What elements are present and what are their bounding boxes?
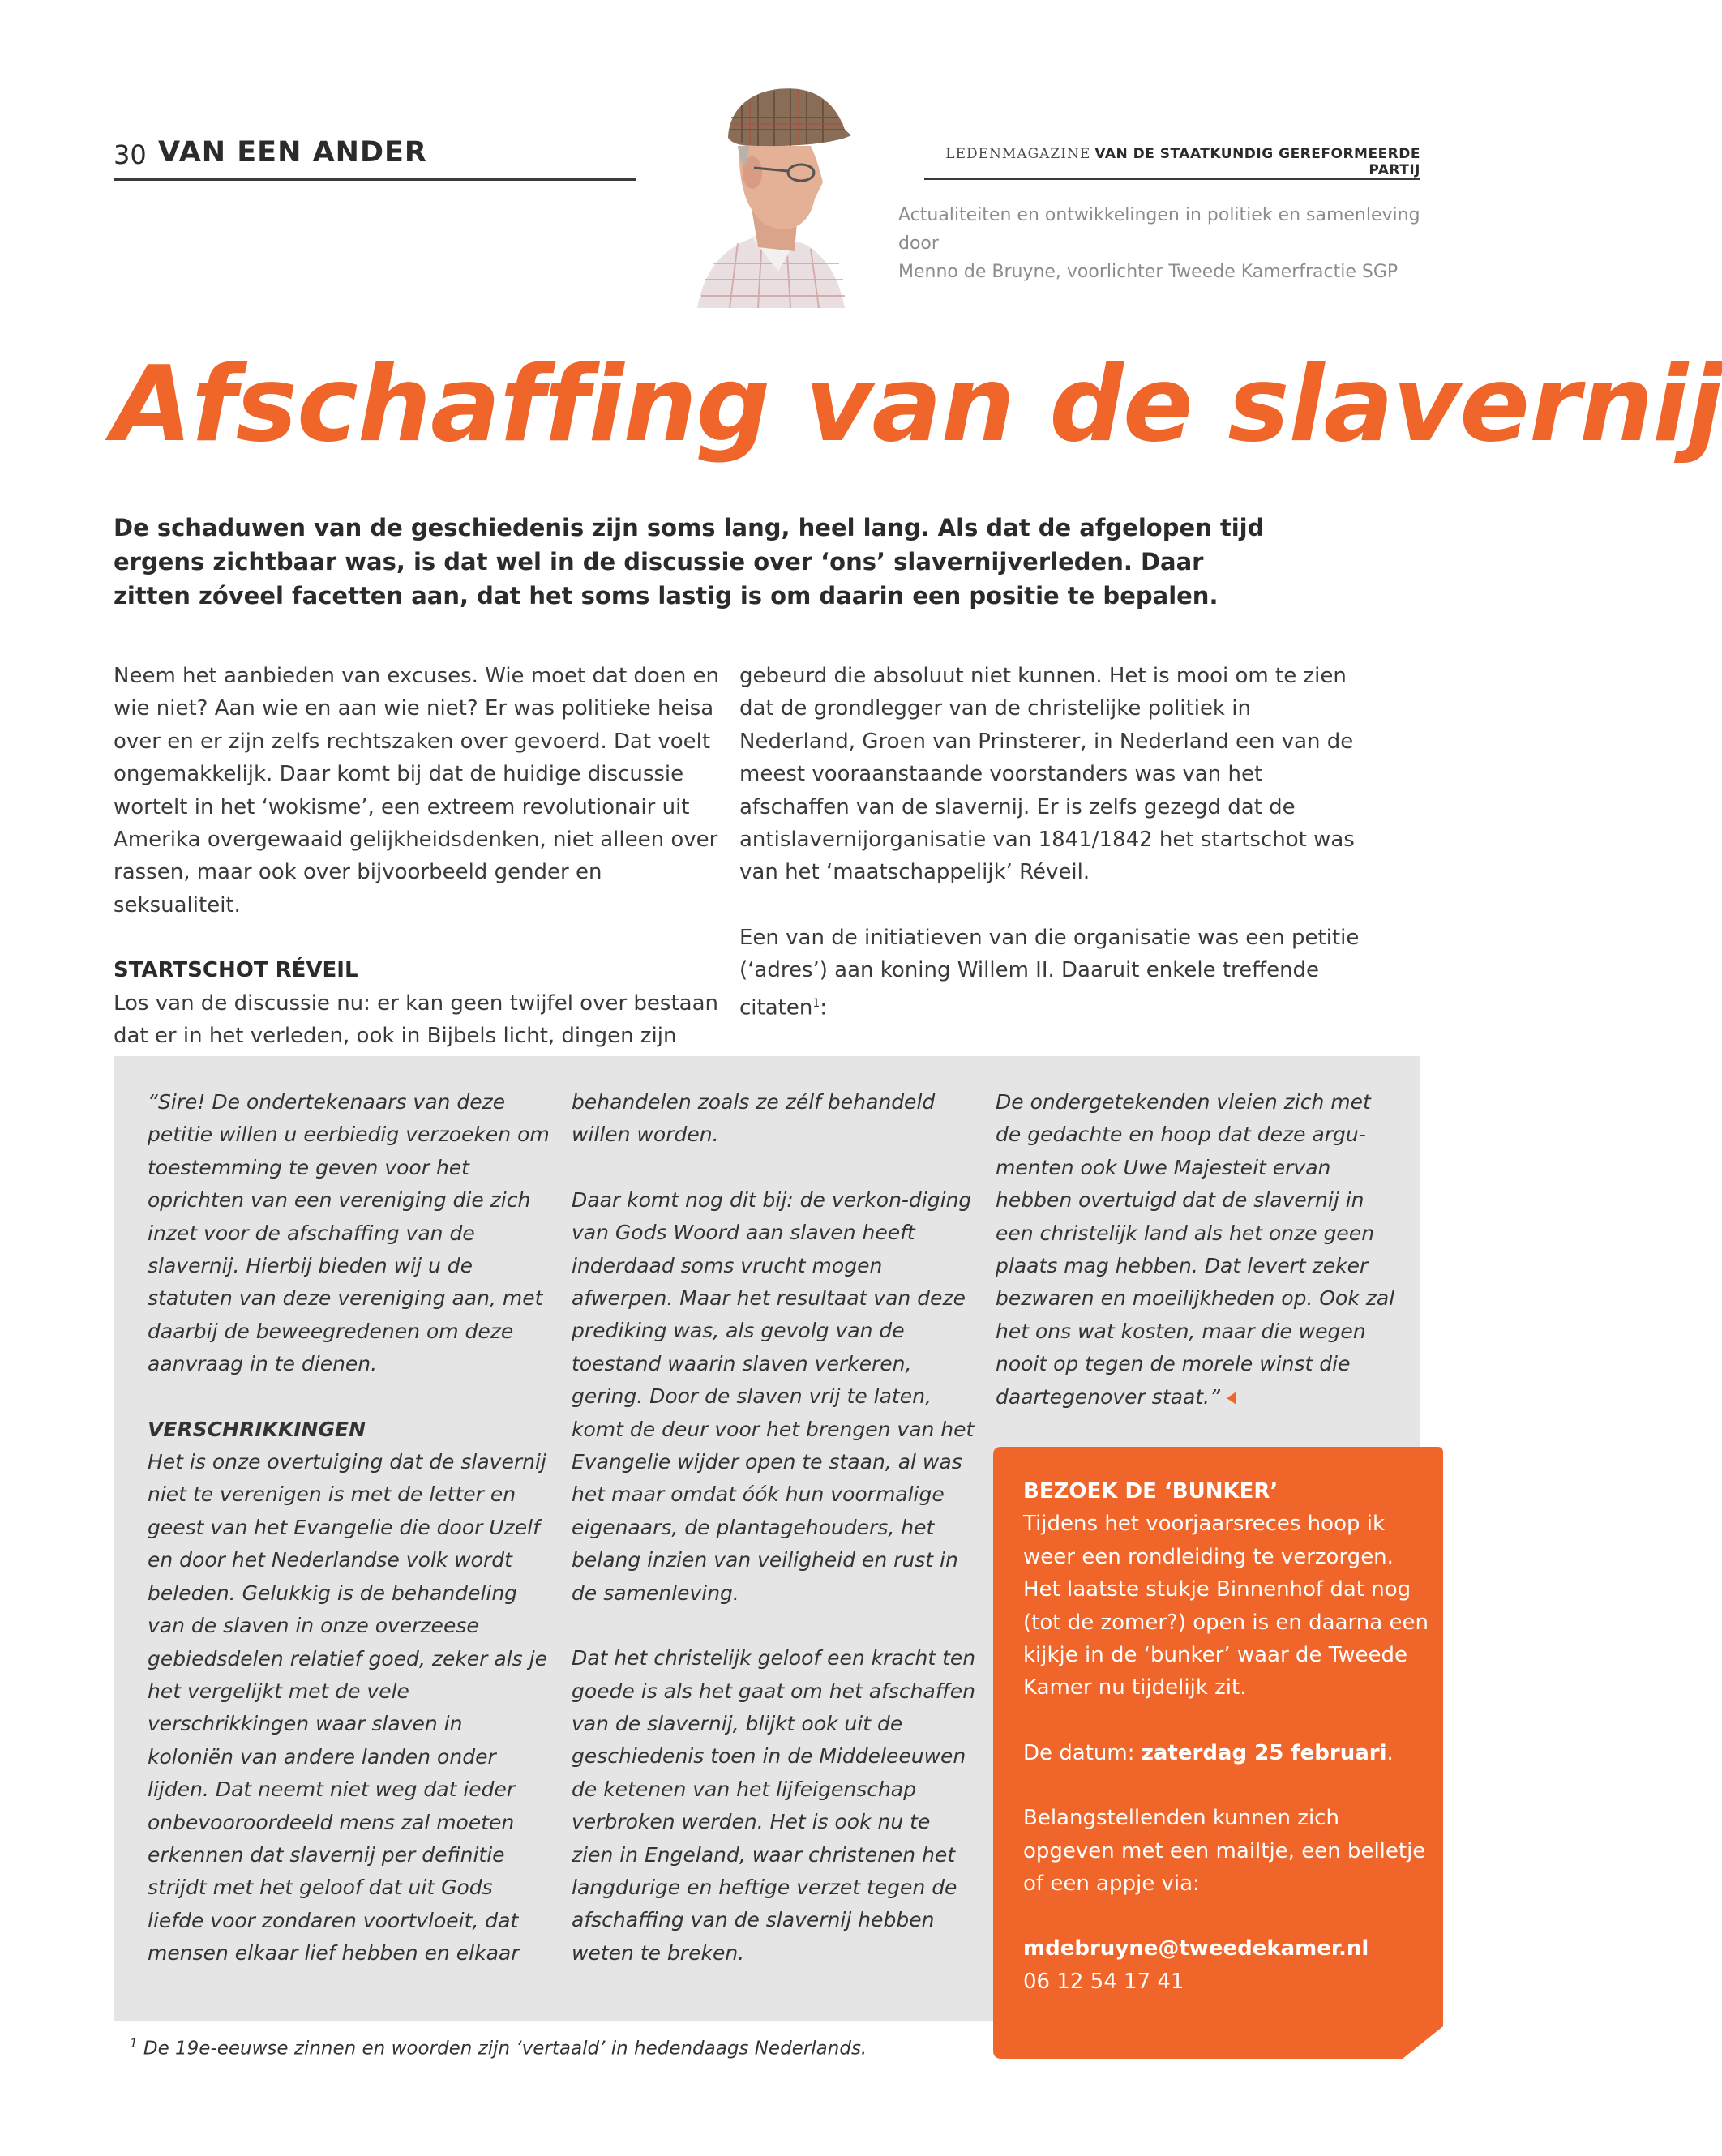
quote-paragraph [996,1086,1401,1414]
quote-paragraph: behandelen zoals ze zélf behandeld willen worden. [572,1090,936,1147]
paragraph: Los van de discussie nu: er kan geen twijfel over bestaan dat er in het verleden, ook in Bijbels licht, dingen zijn [114,990,719,1049]
paragraph: Neem het aanbieden van excuses. Wie moet dat doen en wie niet? Aan wie en aan wie niet? Er was politieke heisa over en er zijn zelfs rechtszaken over gevoerd. Dat voelt ongemakkelijk. Daar komt bij dat de huidige discussie wortelt in het ‘wokisme’, een extreem revolutionair uit Amerika overgewaaid gelijkheidsdenken, niet alleen over rassen, maar ook over bijvoorbeeld gender en seksualiteit. [114,664,720,918]
contact-email[interactable]: mdebruyne@tweedekamer.nl [1023,1936,1369,1961]
sidebar-paragraph: Tijdens het voorjaarsreces hoop ik weer een rondleiding te verzorgen. Het laatste stukje Binnenhof dat nog (tot de zomer?) open is en daarna een kijkje in de ‘bunker’ waar de Tweede Kamer nu tijdelijk zit. [1023,1512,1429,1700]
contact-phone[interactable]: 06 12 54 17 41 [1023,1969,1184,1994]
quote-paragraph: Het is onze overtuiging dat de slavernij niet te verenigen is met de letter en geest van het Evangelie die door Uzelf en door het Nederlandse volk wordt beleden. Gelukkig is de behandeling van de slaven in onze overzeese gebiedsdelen relatief goed, zeker als je het vergelijkt met de vele verschrikkingen waar slaven in koloniën van andere landen onder lijden. Dat neemt niet weg dat ieder onbevooroordeeld mens zal moeten erkennen dat slavernij per definitie strijdt met het geloof dat uit Gods liefde voor zondaren voortvloeit, dat mensen elkaar lief hebben en elkaar [148,1450,547,1966]
author-portrait [665,69,867,308]
date-prefix: De datum: [1023,1740,1142,1765]
footnote-marker: 1 [130,2036,138,2051]
quote-column-1 [148,1086,553,1970]
quote-paragraph: Dat het christelijk geloof een kracht ten goede is als het gaat om het afschaffen van de slavernij, blijkt ook uit de geschiedenis toen in de Middeleeuwen de ketenen van het lijfeigenschap verbroken werden. Het is ook nu te zien in Engeland, waar christenen het langdurige en heftige verzet tegen de afschaffing van de slavernij hebben weten te breken. [572,1646,976,1965]
section-title: VAN EEN ANDER [158,136,427,169]
quote-paragraph: Daar komt nog dit bij: de verkon-diging van Gods Woord aan slaven heeft inderdaad soms vrucht mogen afwerpen. Maar het resultaat van deze prediking was, als gevolg van de toestand waarin slaven verkeren, gering. Door de slaven vrij te laten, komt de deur voor het brengen van het Evangelie wijder open te staan, al was het maar omdat óók hun voormalige eigenaars, de plantagehouders, het belang inzien van veiligheid en rust in de samenleving. [572,1187,975,1605]
date-value: zaterdag 25 februari [1141,1740,1387,1765]
end-triangle-icon [1227,1392,1236,1405]
subheading: STARTSCHOT RÉVEIL [114,958,358,983]
intro-line: Actualiteiten en ontwikkelingen in politiek en samenleving door [898,205,1420,254]
paragraph: gebeurd die absoluut niet kunnen. Het is mooi om te zien dat de grondlegger van de christelijke politiek in Nederland, Groen van Prinsterer, in Nederland een van de meest vooraanstaande voorstanders was van het afschaffen van de slavernij. Er is zelfs gezegd dat de antislavernijorganisatie van 1841/1842 het startschot was van het ‘maatschappelijk’ Réveil. [739,664,1355,885]
quote-subheading: VERSCHRIKKINGEN [148,1417,366,1441]
paragraph [739,922,1372,1025]
article-lead: De schaduwen van de geschiedenis zijn soms lang, heel lang. Als dat de afgelopen tijd ergens zichtbaar was, is dat wel in de discussie over ‘ons’ slavernijverleden. Daar zitten zóveel facetten aan, dat het soms lastig is om daarin een positie te bepalen. [114,514,1265,610]
footnote [130,2036,1022,2060]
column-intro [898,201,1433,286]
header-right [924,146,1420,180]
date-suffix: . [1386,1740,1394,1765]
body-column-2 [739,660,1372,1025]
footnote-ref: 1 [812,996,820,1010]
quote-column-3 [996,1086,1401,1414]
paragraph-text: Een van de initiatieven van die organisatie was een petitie (‘adres’) aan koning Willem II. Daaruit enkele treffende citaten [739,925,1360,1020]
sidebar-content [1023,1475,1429,1998]
header-left [114,136,636,181]
paragraph-end: : [820,995,828,1020]
sidebar-heading: BEZOEK DE ‘BUNKER’ [1023,1479,1279,1504]
page-number: 30 [114,139,147,170]
quote-text: De ondergetekenden vleien zich met de gedachte en hoop dat deze argu-menten ook Uwe Majesteit ervan hebben overtuigd dat de slavernij in een christelijk land als het onze geen plaats mag hebben. Dat levert zeker bezwaren en moeilijkheden op. Ook zal het ons wat kosten, maar die wegen nooit op tegen de morele winst die daartegenover staat.” [996,1090,1395,1409]
magazine-label: LEDENMAGAZINE [945,146,1091,162]
quote-paragraph: “Sire! De ondertekenaars van deze petitie willen u eerbiedig verzoeken om toestemming te geven voor het oprichten van een vereniging die zich inzet voor de afschaffing van de slavernij. Hierbij bieden wij u de statuten van deze vereniging aan, met daarbij de beweegredenen om deze aanvraag in te dienen. [148,1090,550,1376]
party-label: VAN DE STAATKUNDIG GEREFORMEERDE PARTIJ [1094,146,1420,178]
quote-column-2 [572,1086,977,1970]
sidebar-paragraph: Belangstellenden kunnen zich opgeven met een mailtje, een belletje of een appje via: [1023,1806,1426,1897]
footnote-text: De 19e-eeuwse zinnen en woorden zijn ‘vertaald’ in hedendaags Nederlands. [137,2038,867,2060]
article-title: Afschaffing van de slavernij [112,344,1722,465]
body-column-1 [114,660,730,1052]
intro-line: Menno de Bruyne, voorlichter Tweede Kamerfractie SGP [898,262,1399,282]
sidebar-date [1023,1737,1429,1769]
